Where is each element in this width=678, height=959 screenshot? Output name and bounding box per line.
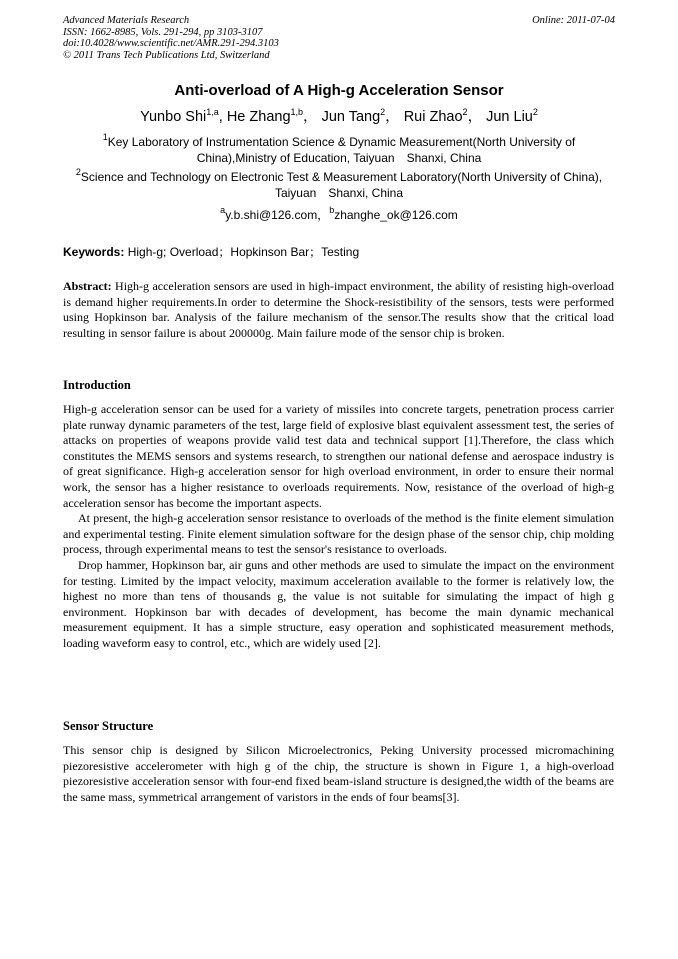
author-name: Yunbo Shi [140, 109, 207, 125]
author-separator: ， [467, 109, 483, 125]
affiliation-line: Key Laboratory of Instrumentation Science & Dynamic Measurement(North University of [107, 135, 576, 149]
author-list [0, 105, 678, 126]
author-separator: ， [303, 109, 318, 125]
paragraph: Drop hammer, Hopkinson bar, air guns and other methods are used to simulate the impact on the environment for testing. Limited by the impact velocity, maximum acceleration available to the former is relatively low, the highest no more than tens of thousands g, the value is not suitable for simulating the impact of high g environment. Hopkinson bar with decades of development, has become the main dynamic mechanical measurement equipment. It has a simple structure, easy operation and sophisticated measurement methods, loading waveform easy to control, etc., which are widely used [2]. [63, 557, 614, 650]
journal-header [63, 15, 615, 61]
issn-line: ISSN: 1662-8985, Vols. 291-294, pp 3103-3107 [63, 26, 263, 38]
online-date: Online: 2011-07-04 [532, 15, 615, 26]
email-mark: a [220, 205, 226, 215]
copyright-line: © 2011 Trans Tech Publications Ltd, Switzerland [63, 49, 270, 61]
author-name: Jun Liu [486, 109, 533, 125]
affiliation-1 [60, 134, 618, 166]
email-address: zhanghe_ok@126.com [334, 208, 458, 222]
email-line [0, 206, 678, 223]
affiliation-line: Science and Technology on Electronic Test & Measurement Laboratory(North University of China), [80, 170, 603, 184]
author-name: Jun Tang [321, 109, 381, 125]
sensor-structure-body [63, 743, 614, 805]
abstract-label: Abstract: [63, 279, 112, 293]
introduction-body [63, 402, 614, 652]
author-affiliation-mark: 2 [462, 107, 468, 117]
doi-line: doi:10.4028/www.scientific.net/AMR.291-294.3103 [63, 38, 279, 49]
email-mark: b [329, 205, 335, 215]
affiliation-line: China),Ministry of Education, Taiyuan Shanxi, China [196, 151, 482, 165]
abstract-text: High-g acceleration sensors are used in high-impact environment, the ability of resisting high-overload is demand higher requirements.In order to determine the Shock-resistibility of the sensors, tests were performed using Hopkinson bar. Analysis of the failure mechanism of the sensor.The results show that the critical load resulting in sensor failure is about 200000g. Main failure mode of the sensor chip is broken. [63, 279, 614, 340]
affiliation-mark: 1 [102, 132, 108, 142]
author-affiliation-mark: 2 [380, 107, 386, 117]
affiliation-line: Taiyuan Shanxi, China [274, 186, 404, 200]
author-affiliation-mark: 1,a [206, 107, 219, 117]
keywords-label: Keywords: [63, 245, 125, 259]
keywords-text: High-g; Overload；Hopkinson Bar；Testing [124, 245, 360, 259]
paragraph: At present, the high-g acceleration sensor resistance to overloads of the method is the finite element simulation and experimental testing. Finite element simulation software for the design phase of the sensor chip, chip molding process, through experimental means to test the sensor's resistance to overloads. [63, 511, 614, 557]
keywords [63, 243, 615, 260]
author-affiliation-mark: 2 [532, 107, 538, 117]
paragraph: High-g acceleration sensor can be used for a variety of missiles into concrete targets, penetration process carrier plate runway dynamic parameters of the test, large field of explosive blast equivalent assessment test, the series of attacks on properties of weapons provide valid test data and technical support [1].Therefore, the class which constitutes the MEMS sensors and systems research, to strengthen our national defense and aerospace industry is of great significance. High-g acceleration sensor for high overload environment, in order to ensure their normal work, the sensor has a higher resistance to overloads requirements. Now, resistance of the overload of high-g acceleration sensor has become the important aspects. [63, 402, 614, 510]
author-separator: ， [385, 109, 400, 125]
abstract [63, 279, 614, 341]
paper-title: Anti-overload of A High-g Acceleration Sensor [174, 82, 504, 99]
author-affiliation-mark: 1,b [290, 107, 304, 117]
author-name: He Zhang [226, 109, 291, 125]
author-separator: , [218, 109, 227, 125]
author-name: Rui Zhao [403, 109, 463, 125]
email-address: y.b.shi@126.com， [225, 208, 330, 222]
journal-name: Advanced Materials Research [63, 15, 190, 26]
section-heading-introduction: Introduction [63, 378, 131, 392]
affiliation-mark: 2 [75, 167, 81, 177]
section-heading-sensor-structure: Sensor Structure [63, 719, 154, 733]
paragraph: This sensor chip is designed by Silicon Microelectronics, Peking University processed micromachining piezoresistive accelerometer with high g of the chip, the structure is shown in Figure 1, a high-overload piezoresistive acceleration sensor with four-end fixed beam-island structure is designed,the width of the beams are the same mass, symmetrical arrangement of varistors in the ends of four beams[3]. [63, 743, 614, 804]
affiliation-2 [60, 169, 618, 201]
